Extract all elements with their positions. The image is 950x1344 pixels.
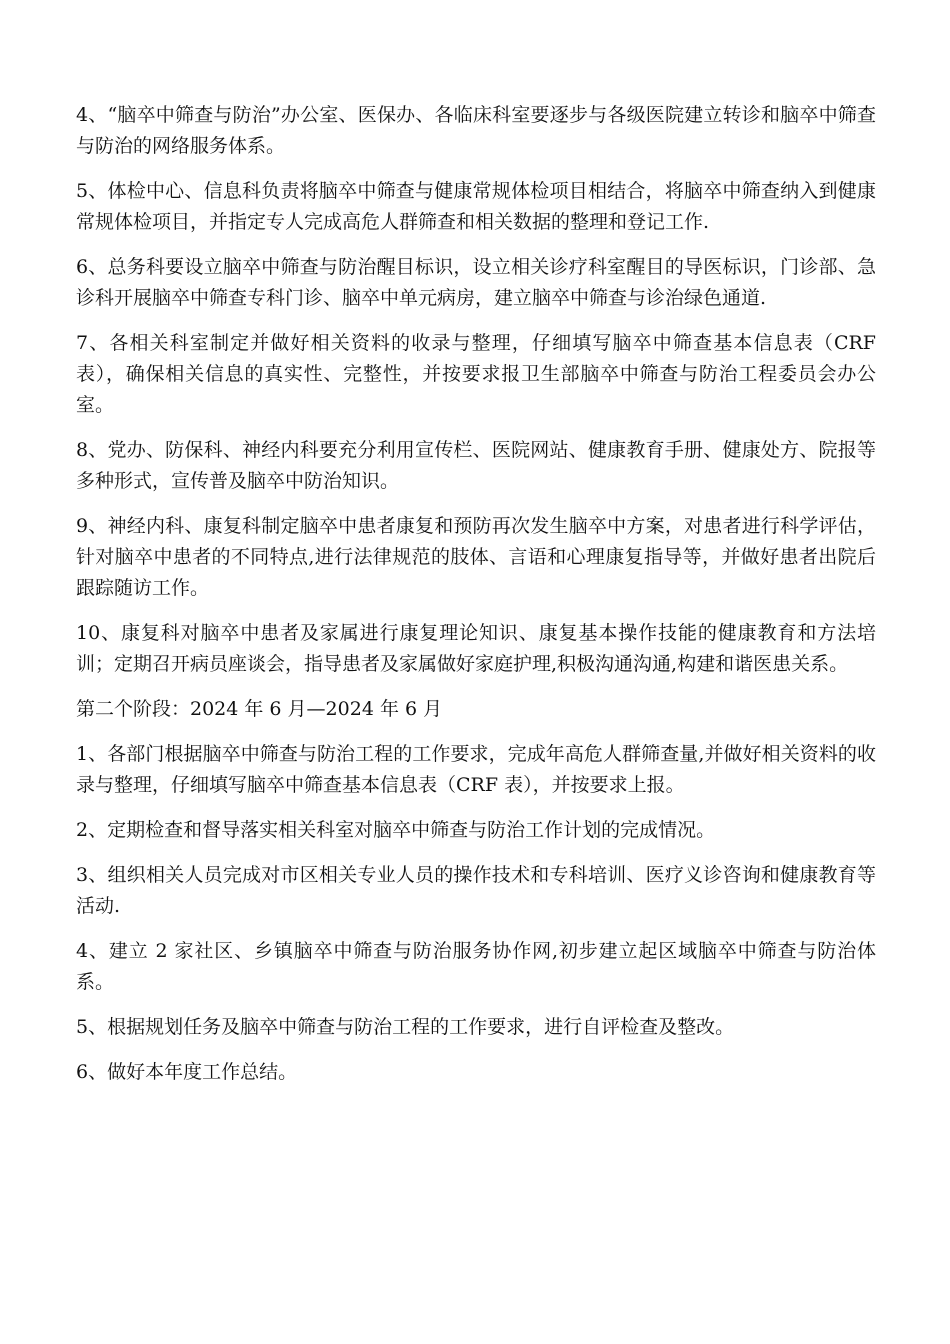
paragraph-item-5-physical-exam: 5、体检中心、信息科负责将脑卒中筛查与健康常规体检项目相结合，将脑卒中筛查纳入到健康常规体检项目，并指定专人完成高危人群筛查和相关数据的整理和登记工作. [76,180,876,233]
paragraph-stage2-item-3-training: 3、组织相关人员完成对市区相关专业人员的操作技术和专科培训、医疗义诊咨询和健康教育等活动. [76,864,876,917]
paragraph-item-10-family-training: 10、康复科对脑卒中患者及家属进行康复理论知识、康复基本操作技能的健康教育和方法培训；定期召开病员座谈会，指导患者及家属做好家庭护理,积极沟通沟通,构建和谐医患关系。 [76,622,876,675]
paragraph-item-4-referral-network: 4、“脑卒中筛查与防治”办公室、医保办、各临床科室要逐步与各级医院建立转诊和脑卒中筛查与防治的网络服务体系。 [76,104,876,157]
section-heading-stage-two: 第二个阶段：2024 年 6 月—2024 年 6 月 [76,698,443,720]
paragraph-stage2-item-1-screening: 1、各部门根据脑卒中筛查与防治工程的工作要求，完成年高危人群筛查量,并做好相关资料的收录与整理，仔细填写脑卒中筛查基本信息表（CRF 表），并按要求上报。 [76,743,876,796]
paragraph-stage2-item-2-supervision: 2、定期检查和督导落实相关科室对脑卒中筛查与防治工作计划的完成情况。 [76,819,716,841]
paragraph-stage2-item-5-self-evaluation: 5、根据规划任务及脑卒中筛查与防治工程的工作要求，进行自评检查及整改。 [76,1016,735,1038]
paragraph-item-6-signage-green-channel: 6、总务科要设立脑卒中筛查与防治醒目标识，设立相关诊疗科室醒目的导医标识，门诊部、急诊科开展脑卒中筛查专科门诊、脑卒中单元病房，建立脑卒中筛查与诊治绿色通道. [76,256,876,309]
paragraph-item-8-publicity: 8、党办、防保科、神经内科要充分利用宣传栏、医院网站、健康教育手册、健康处方、院报等多种形式，宣传普及脑卒中防治知识。 [76,439,876,492]
document-body [76,100,876,1102]
paragraph-item-7-crf-records: 7、各相关科室制定并做好相关资料的收录与整理，仔细填写脑卒中筛查基本信息表（CRF 表），确保相关信息的真实性、完整性，并按要求报卫生部脑卒中筛查与防治工程委员会办公室。 [76,332,876,416]
paragraph-stage2-item-6-summary: 6、做好本年度工作总结。 [76,1061,298,1083]
paragraph-item-9-rehab-plan: 9、神经内科、康复科制定脑卒中患者康复和预防再次发生脑卒中方案，对患者进行科学评估，针对脑卒中患者的不同特点,进行法律规范的肢体、言语和心理康复指导等，并做好患者出院后跟踪随访工作。 [76,515,876,599]
paragraph-stage2-item-4-network: 4、建立 2 家社区、乡镇脑卒中筛查与防治服务协作网,初步建立起区域脑卒中筛查与防治体系。 [76,940,876,993]
